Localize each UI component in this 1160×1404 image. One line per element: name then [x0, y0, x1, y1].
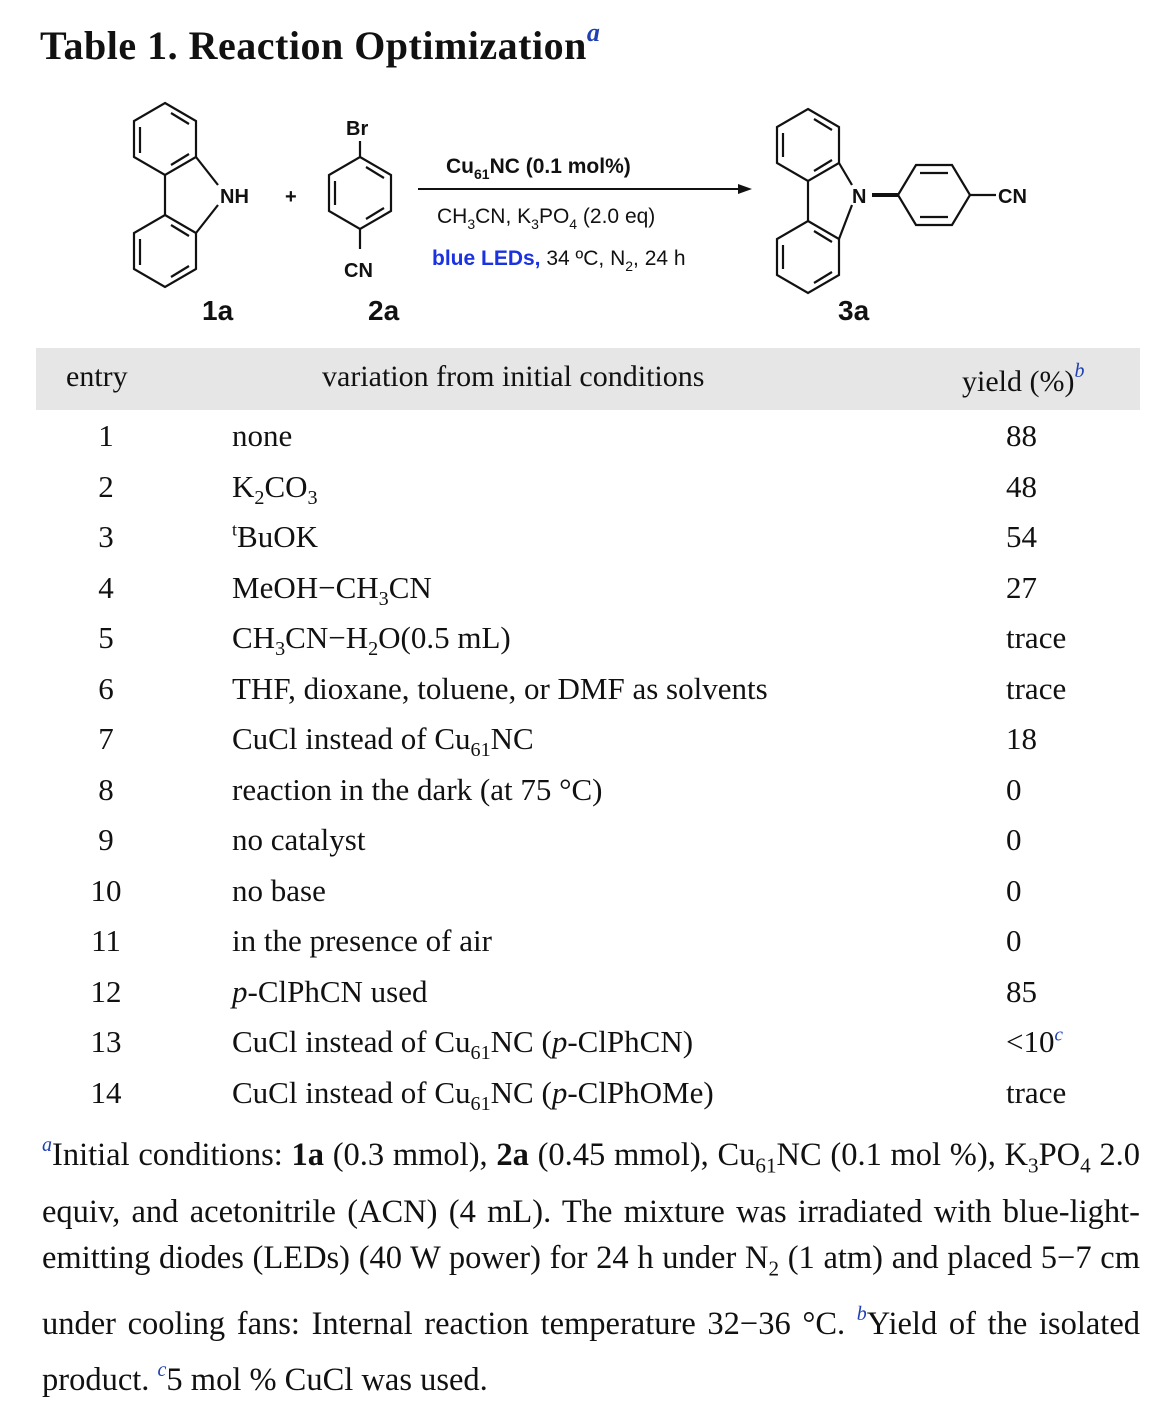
entry-cell: 7: [98, 721, 114, 756]
yield-cell: 48: [1006, 468, 1037, 504]
entry-cell: 12: [90, 973, 122, 1009]
variation-cell: p-ClPhCN used: [232, 973, 428, 1009]
table-row: [0, 663, 1160, 714]
variation-cell: CuCl instead of $Cu_{61}NC$ (p-ClPhOMe): [232, 1074, 714, 1115]
condition-light: blue LEDs, 34 ºC, $N_2$, 24 h: [432, 247, 686, 274]
table-row: [0, 410, 1160, 461]
entry-cell: 9: [98, 822, 114, 857]
entry-cell: 8: [98, 771, 114, 807]
entry-cell: 11: [91, 923, 121, 958]
yield-cell: trace: [1006, 1074, 1067, 1110]
entry-cell: 3: [98, 519, 114, 554]
table-row: [0, 612, 1160, 663]
reaction-arrow: [418, 184, 752, 194]
table-footnotes: $^a$Initial conditions: 1a (0.3 mmol), 2a (0.45 mmol), $Cu_{61}NC$ (0.1 mol %), $K_3PO_4$ 2.0 equiv, and acetonitrile (ACN) (4 mL). The mixture was irradiated with blue-light-emitting diodes (LEDs) (40 W power) for 24 h under $N_2$ (1 atm) and placed 5−7 cm under cooling fans: Internal reaction temperature 32−36 °C. $^b$Yield of the isolated product. $^c$5 mol % CuCl was used.: [42, 1134, 1141, 1398]
variation-cell: reaction in the dark (at 75 °C): [232, 771, 603, 807]
entry-cell: 1: [98, 418, 114, 453]
entry-cell: 13: [90, 1024, 122, 1059]
yield-cell: 0: [1006, 822, 1022, 857]
compound-1a-label: 1a: [202, 295, 234, 326]
variation-cell: CuCl instead of $Cu_{61}NC$ (p-ClPhCN): [232, 1024, 694, 1065]
compound-2a-label: 2a: [368, 295, 400, 326]
carbazole-1a-structure: [134, 103, 218, 287]
variation-cell: in the presence of air: [232, 923, 492, 958]
footnote-b: Yield of the isolated product.: [42, 1306, 1140, 1398]
table-row: [0, 966, 1160, 1017]
entry-cell: 5: [98, 620, 114, 655]
yield-cell: $<10^c$: [1006, 1024, 1063, 1059]
variation-cell: none: [232, 418, 293, 453]
yield-cell: 88: [1006, 418, 1037, 453]
variation-cell: no catalyst: [232, 822, 366, 857]
table-row: [0, 764, 1160, 815]
product-3a-structure: [777, 109, 996, 293]
entry-cell: 2: [98, 468, 114, 504]
yield-cell: 0: [1006, 923, 1022, 958]
table-row: [0, 915, 1160, 966]
cn-label-3a: CN: [998, 186, 1027, 208]
table-row: [0, 814, 1160, 865]
table-header: [36, 348, 1140, 410]
yield-cell: trace: [1006, 620, 1067, 655]
yield-cell: 0: [1006, 771, 1022, 807]
variation-cell: $K_2CO_3$: [232, 468, 318, 509]
condition-catalyst: $Cu_{61}NC$ (0.1 mol%): [446, 155, 631, 182]
variation-cell: THF, dioxane, toluene, or DMF as solvents: [232, 670, 768, 706]
header-variation: variation from initial conditions: [322, 360, 705, 393]
blue-leds-text: blue LEDs,: [432, 247, 541, 270]
title-footnote-mark: a: [586, 18, 601, 47]
br-label: Br: [346, 118, 369, 140]
table-row: [0, 1016, 1160, 1067]
plus-sign: +: [285, 186, 297, 208]
table-row: [0, 461, 1160, 512]
table-row: [0, 511, 1160, 562]
table-title: Table 1. Reaction Optimization$^a$: [40, 18, 601, 68]
footnote-c: 5 mol % CuCl was used.: [166, 1362, 488, 1398]
entry-cell: 6: [98, 670, 114, 706]
table-row: [0, 865, 1160, 916]
header-entry: entry: [66, 360, 128, 393]
yield-cell: 0: [1006, 872, 1022, 908]
variation-cell: no base: [232, 872, 326, 908]
yield-cell: 27: [1006, 569, 1037, 605]
variation-cell: $CH_3CN-H_2O(0.5$ mL): [232, 620, 511, 661]
yield-cell: trace: [1006, 670, 1067, 706]
variation-cell: CuCl instead of $Cu_{61}NC$: [232, 721, 534, 762]
table-row: [0, 562, 1160, 613]
table-row: [0, 1067, 1160, 1118]
yield-cell: 18: [1006, 721, 1037, 756]
cn-label-2a: CN: [344, 260, 373, 282]
table-body: [0, 410, 1160, 1117]
reaction-scheme: [0, 95, 1160, 345]
entry-cell: 10: [90, 872, 122, 908]
yield-cell: 54: [1006, 519, 1037, 554]
bromobenzonitrile-2a-structure: [329, 141, 391, 249]
header-yield: yield (%)$^b$: [962, 360, 1085, 398]
yield-cell: 85: [1006, 973, 1037, 1009]
entry-cell: 14: [90, 1074, 122, 1110]
condition-solvent-base: $CH_3CN$, $K_3PO_4$ (2.0 eq): [437, 205, 656, 232]
variation-cell: $^t$BuOK: [232, 519, 318, 554]
n-label: N: [852, 186, 867, 208]
entry-cell: 4: [98, 569, 114, 605]
variation-cell: $MeOH-CH_3CN$: [232, 569, 432, 610]
nh-label: NH: [220, 186, 249, 208]
compound-3a-label: 3a: [838, 295, 870, 326]
table-row: [0, 713, 1160, 764]
